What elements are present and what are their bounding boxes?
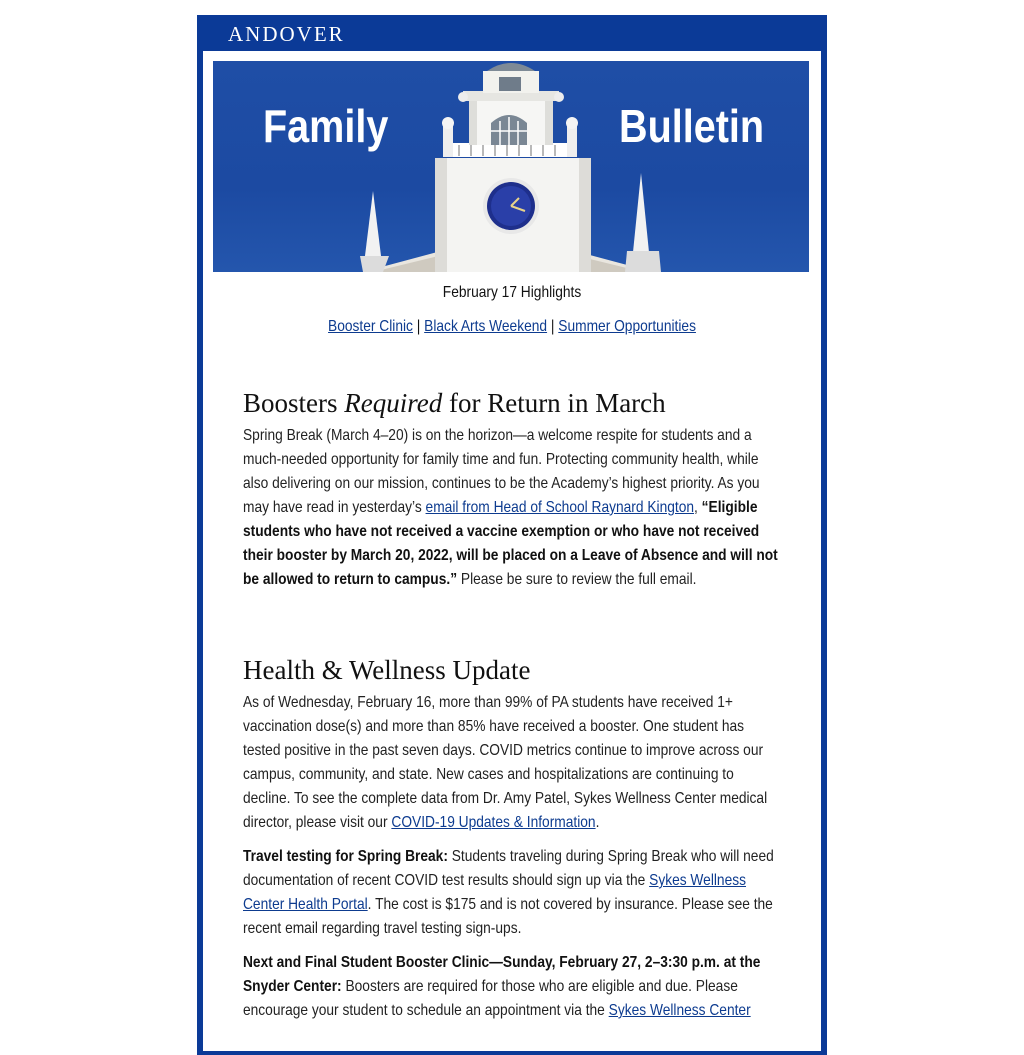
text-run: Students traveling during Spring Break who will need documentation of recent COVID test results should sign up via the [243,848,774,889]
brand-logo[interactable]: ANDOVER [228,22,345,46]
text-run: As of Wednesday, February 16, more than 99% of PA students have received 1+ vaccination dose(s) and more than 85% have received a booster. One student has tested positive in the past seven days. COVID metrics continue to improve across our campus, community, and state. New cases and hospitalizations are continuing to decline. To see the complete data from Dr. Amy Patel, Sykes Wellness Center medical director, please visit our [243,694,768,831]
article-paragraph [243,424,783,592]
link-head-of-school-email[interactable]: email from Head of School Raynard Kington [425,499,695,516]
article-paragraph [243,691,783,835]
link-separator: | [416,318,421,335]
bold-lead: Travel testing for Spring Break: [243,848,448,865]
link-covid-updates[interactable]: COVID-19 Updates & Information [391,814,596,831]
bold-quote: “Eligible students who have not received a vaccine exemption or who have not received their booster by March 20, 2022, will be placed on a Leave of Absence and will not be allowed to return to campus.” [243,499,778,588]
header-bar [197,15,827,51]
hero-banner [213,61,809,272]
text-run: , [694,499,702,516]
title-emphasis: Required [344,388,443,418]
text-run: . The cost is $175 and is not covered by insurance. Please see the recent email regarding travel testing sign-ups. [243,896,773,937]
article-paragraph [243,951,783,1023]
hero-title-family: Family [263,100,389,152]
email-body [203,51,821,1051]
highlights-links [246,318,777,336]
highlights-date: February 17 Highlights [442,284,582,301]
article-paragraph [243,845,783,941]
link-summer-opportunities[interactable]: Summer Opportunities [558,318,696,335]
email-frame [197,15,827,1055]
link-booster-clinic[interactable]: Booster Clinic [328,318,413,335]
article-health-wellness [243,655,783,1033]
link-sykes-wellness-center[interactable]: Sykes Wellness Center [608,1002,751,1019]
article-title [243,388,783,419]
link-health-portal[interactable]: Sykes Wellness Center Health Portal [243,872,747,913]
article-title: Health & Wellness Update [243,655,531,685]
article-boosters [243,388,783,592]
title-part: for Return in March [442,388,666,418]
link-black-arts-weekend[interactable]: Black Arts Weekend [424,318,548,335]
hero-title-bulletin: Bulletin [619,100,765,152]
text-run: . [595,814,600,831]
link-separator: | [550,318,555,335]
bold-lead: Next and Final Student Booster Clinic—Sunday, February 27, 2–3:30 p.m. at the Snyder Center: [243,954,761,995]
text-run: Please be sure to review the full email. [457,571,697,588]
title-part: Boosters [243,388,345,418]
text-run: Spring Break (March 4–20) is on the horizon—a welcome respite for students and a much-needed opportunity for family time and fun. Protecting community health, while also delivering on our mission, continues to be the Academy’s highest priority. As you may have read in yesterday’s [243,427,760,516]
clock-tower-illustration [213,61,809,272]
text-run: Boosters are required for those who are eligible and due. Please encourage your student to schedule an appointment via the [243,978,738,1019]
